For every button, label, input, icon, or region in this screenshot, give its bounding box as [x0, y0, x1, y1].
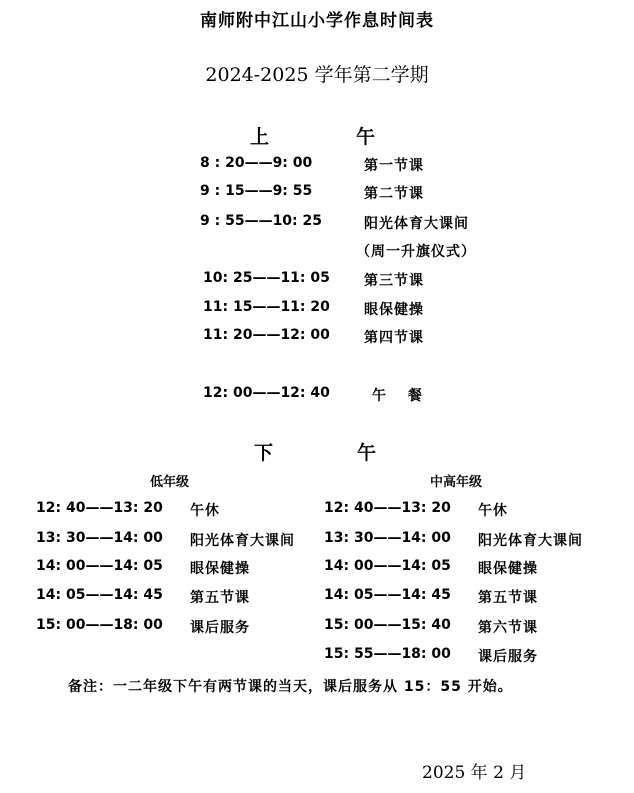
morning-row-label: 午 餐: [372, 388, 423, 404]
lower-row-time: 14: 05——14: 45: [36, 587, 163, 603]
morning-row-time: 10: 25——11: 05: [203, 270, 330, 286]
lower-row-time: 14: 00——14: 05: [36, 558, 163, 574]
upper-row-label: 午休: [478, 503, 508, 519]
upper-row-label: 阳光体育大课间: [478, 533, 583, 549]
upper-row-label: 第五节课: [478, 590, 538, 606]
lower-grade-header: 低年级: [150, 475, 190, 490]
afternoon-heading-right: 午: [357, 442, 377, 464]
lower-row-label: 眼保健操: [190, 561, 250, 577]
morning-row-label: 眼保健操: [364, 302, 424, 318]
morning-row-time: 9 : 55——10: 25: [200, 213, 323, 229]
morning-row-label: 第二节课: [364, 186, 424, 202]
lower-row-label: 课后服务: [190, 620, 250, 636]
upper-row-time: 14: 05——14: 45: [324, 587, 451, 603]
lower-row-label: 第五节课: [190, 590, 250, 606]
lower-row-label: 阳光体育大课间: [190, 533, 295, 549]
document-title: 南师附中江山小学作息时间表: [200, 11, 434, 31]
afternoon-heading-left: 下: [254, 442, 274, 464]
lower-row-label: 午休: [190, 503, 220, 519]
upper-row-label: 眼保健操: [478, 561, 538, 577]
morning-row-time: 11: 15——11: 20: [203, 299, 330, 315]
upper-row-time: 14: 00——14: 05: [324, 558, 451, 574]
morning-row-label: 第四节课: [364, 330, 424, 346]
lower-row-time: 15: 00——18: 00: [36, 617, 163, 633]
upper-row-time: 13: 30——14: 00: [324, 530, 451, 546]
morning-row-time: 9 : 15——9: 55: [200, 183, 313, 199]
morning-row-time: 12: 00——12: 40: [203, 385, 330, 401]
upper-row-label: 第六节课: [478, 620, 538, 636]
upper-row-time: 15: 55——18: 00: [324, 646, 451, 662]
morning-row-time: 11: 20——12: 00: [203, 327, 330, 343]
upper-grade-header: 中高年级: [430, 475, 483, 490]
morning-row-label: 第三节课: [364, 273, 424, 289]
lower-row-time: 13: 30——14: 00: [36, 530, 163, 546]
morning-row-label: 阳光体育大课间: [364, 216, 469, 232]
morning-heading-left: 上: [250, 126, 270, 148]
morning-row-time: 8 : 20——9: 00: [200, 155, 313, 171]
morning-row-label: 第一节课: [364, 158, 424, 174]
morning-row-label: （周一升旗仪式）: [356, 244, 476, 260]
morning-heading-right: 午: [356, 126, 376, 148]
lower-row-time: 12: 40——13: 20: [36, 500, 163, 516]
upper-row-time: 15: 00——15: 40: [324, 617, 451, 633]
schedule-note: 备注：一二年级下午有两节课的当天，课后服务从 15：55 开始。: [68, 679, 513, 695]
upper-row-label: 课后服务: [478, 649, 538, 665]
semester-subtitle: 2024-2025 学年第二学期: [205, 64, 429, 86]
upper-row-time: 12: 40——13: 20: [324, 500, 451, 516]
issue-date: 2025 年 2 月: [422, 763, 527, 783]
